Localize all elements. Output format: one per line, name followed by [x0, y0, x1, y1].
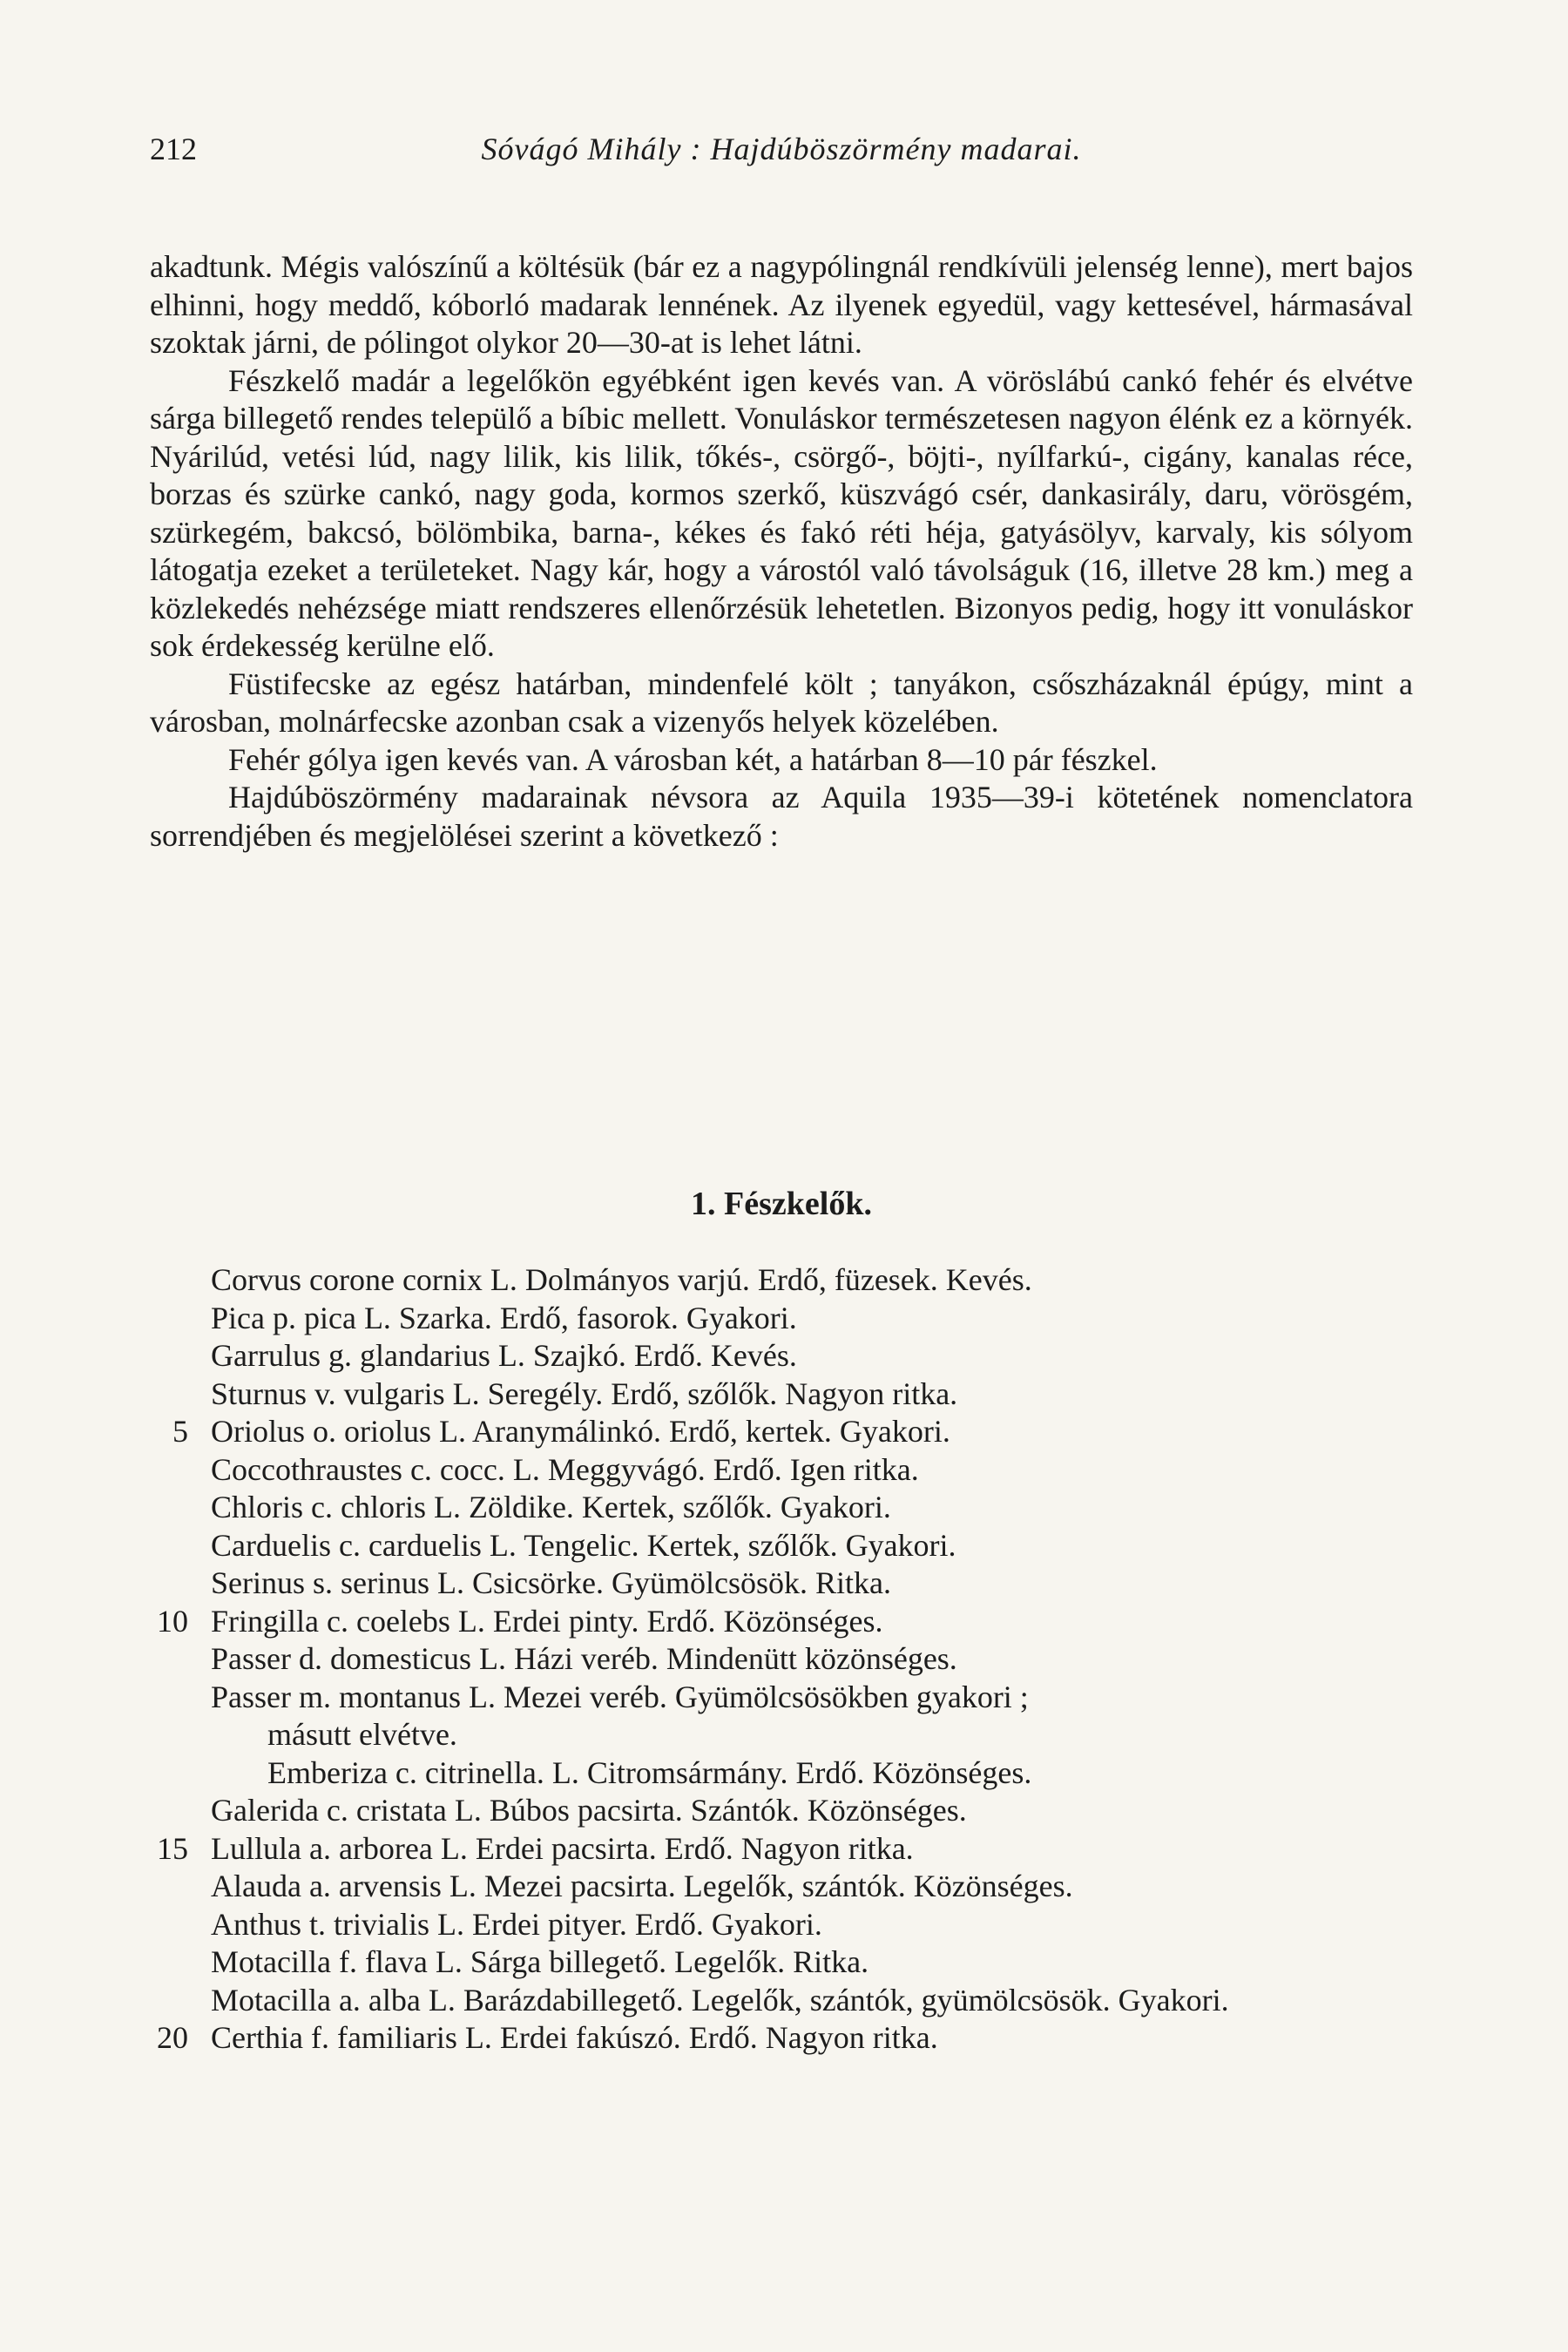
species-entry — [150, 1943, 1413, 1982]
species-text: Pica p. pica L. Szarka. Erdő, fasorok. Gyakori. — [211, 1300, 797, 1335]
species-text: Galerida c. cristata L. Búbos pacsirta. Szántók. Közönséges. — [211, 1793, 967, 1828]
species-text-continuation: másutt elvétve. — [267, 1717, 457, 1752]
species-entry — [150, 1413, 1413, 1451]
section-heading: 1. Fészkelők. — [691, 1186, 872, 1222]
species-entry — [150, 1830, 1413, 1869]
body-text — [150, 248, 1413, 855]
paragraph: Fehér gólya igen kevés van. A városban két, a határban 8—10 pár fészkel. — [228, 741, 1158, 777]
species-text: Coccothraustes c. cocc. L. Meggyvágó. Erdő. Igen ritka. — [211, 1451, 919, 1487]
species-text: Passer m. montanus L. Mezei veréb. Gyümölcsösökben gyakori ; — [211, 1679, 1029, 1714]
species-entry — [150, 1603, 1413, 1641]
species-entry — [150, 1527, 1413, 1565]
species-text: Corvus corone cornix L. Dolmányos varjú. Erdő, füzesek. Kevés. — [211, 1262, 1032, 1297]
species-entry — [150, 2019, 1413, 2058]
line-number: 15 — [157, 1830, 188, 1866]
species-text: Serinus s. serinus L. Csicsörke. Gyümölcsösök. Ritka. — [211, 1565, 891, 1600]
species-text: Oriolus o. oriolus L. Aranymálinkó. Erdő, kertek. Gyakori. — [211, 1414, 950, 1449]
paragraph: Füstifecske az egész határban, mindenfelé költ ; tanyákon, csőszházaknál épúgy, mint a városban, molnárfecske azonban csak a vizenyős helyek közelében. — [150, 666, 1413, 739]
species-text: Lullula a. arborea L. Erdei pacsirta. Erdő. Nagyon ritka. — [211, 1830, 914, 1866]
page-number: 212 — [150, 132, 197, 166]
species-text: Passer d. domesticus L. Házi veréb. Mindenütt közönséges. — [211, 1641, 957, 1676]
species-entry — [150, 1565, 1413, 1603]
paragraph: Hajdúböszörmény madarainak névsora az Aquila 1935—39-i kötetének nomenclatora sorrendjében és megjelölései szerint a következő : — [150, 780, 1413, 853]
species-text: Chloris c. chloris L. Zöldike. Kertek, szőlők. Gyakori. — [211, 1490, 891, 1524]
species-entry — [150, 1261, 1413, 1300]
species-text: Motacilla f. flava L. Sárga billegető. Legelők. Ritka. — [211, 1944, 869, 1979]
species-entry — [150, 1754, 1413, 1793]
species-entry-continuation — [150, 1716, 1413, 1754]
paragraph: Fészkelő madár a legelőkön egyébként igen kevés van. A vöröslábú cankó fehér és elvétve sárga billegető rendes települő a bíbic mellett. Vonuláskor természetesen nagyon élénk ez a környék. Nyárilúd, vetési lúd, nagy lilik, kis lilik, tőkés-, csörgő-, böjti-, nyílfarkú-, cigány, kanalas réce, borzas és szürke cankó, nagy goda, kormos szerkő, küszvágó csér, dankasirály, daru, vörösgém, szürkegém, bakcsó, bölömbika, barna-, kékes és fakó réti héja, gatyásölyv, karvaly, kis sólyom látogatja ezeket a területeket. Nagy kár, hogy a várostól való távolságuk (16, illetve 28 km.) meg a közlekedés nehézsége miatt rendszeres ellenőrzésük lehetetlen. Bizonyos pedig, hogy itt vonuláskor sok érdekesség kerülne elő. — [150, 362, 1413, 663]
species-text: Motacilla a. alba L. Barázdabillegető. Legelők, szántók, gyümölcsösök. Gyakori. — [211, 1982, 1229, 2017]
species-entry — [150, 1300, 1413, 1338]
species-entry — [150, 1868, 1413, 1906]
species-text: Emberiza c. citrinella. L. Citromsármány. Erdő. Közönséges. — [267, 1754, 1032, 1790]
page-header — [150, 131, 1413, 183]
running-title: Sóvágó Mihály : Hajdúböszörmény madarai. — [481, 132, 1082, 166]
species-entry — [150, 1792, 1413, 1830]
species-text: Fringilla c. coelebs L. Erdei pinty. Erdő. Közönséges. — [211, 1603, 883, 1639]
species-text: Certhia f. familiaris L. Erdei fakúszó. Erdő. Nagyon ritka. — [211, 2020, 938, 2055]
species-entry — [150, 1982, 1413, 2020]
line-number: 20 — [157, 2020, 188, 2055]
species-entry — [150, 1640, 1413, 1679]
species-text: Sturnus v. vulgaris L. Seregély. Erdő, szőlők. Nagyon ritka. — [211, 1375, 958, 1411]
species-text: Garrulus g. glandarius L. Szajkó. Erdő. Kevés. — [211, 1338, 797, 1373]
species-text: Anthus t. trivialis L. Erdei pityer. Erdő. Gyakori. — [211, 1906, 822, 1942]
species-text: Alauda a. arvensis L. Mezei pacsirta. Legelők, szántók. Közönséges. — [211, 1869, 1073, 1903]
species-entry — [150, 1679, 1413, 1717]
species-entry — [150, 1906, 1413, 1944]
species-entry — [150, 1489, 1413, 1527]
paragraph: akadtunk. Mégis valószínű a költésük (bár ez a nagypólingnál rendkívüli jelenség lenne), mert bajos elhinni, hogy meddő, kóborló madarak lennének. Az ilyenek egyedül, vagy kettesével, hármasával szoktak járni, de pólingot olykor 20—30-at is lehet látni. — [150, 249, 1413, 360]
species-entry — [150, 1451, 1413, 1490]
species-list — [150, 1261, 1413, 2058]
species-entry — [150, 1337, 1413, 1375]
species-text: Carduelis c. carduelis L. Tengelic. Kertek, szőlők. Gyakori. — [211, 1527, 956, 1563]
species-entry — [150, 1375, 1413, 1414]
line-number: 10 — [157, 1603, 188, 1639]
line-number: 5 — [172, 1414, 188, 1449]
